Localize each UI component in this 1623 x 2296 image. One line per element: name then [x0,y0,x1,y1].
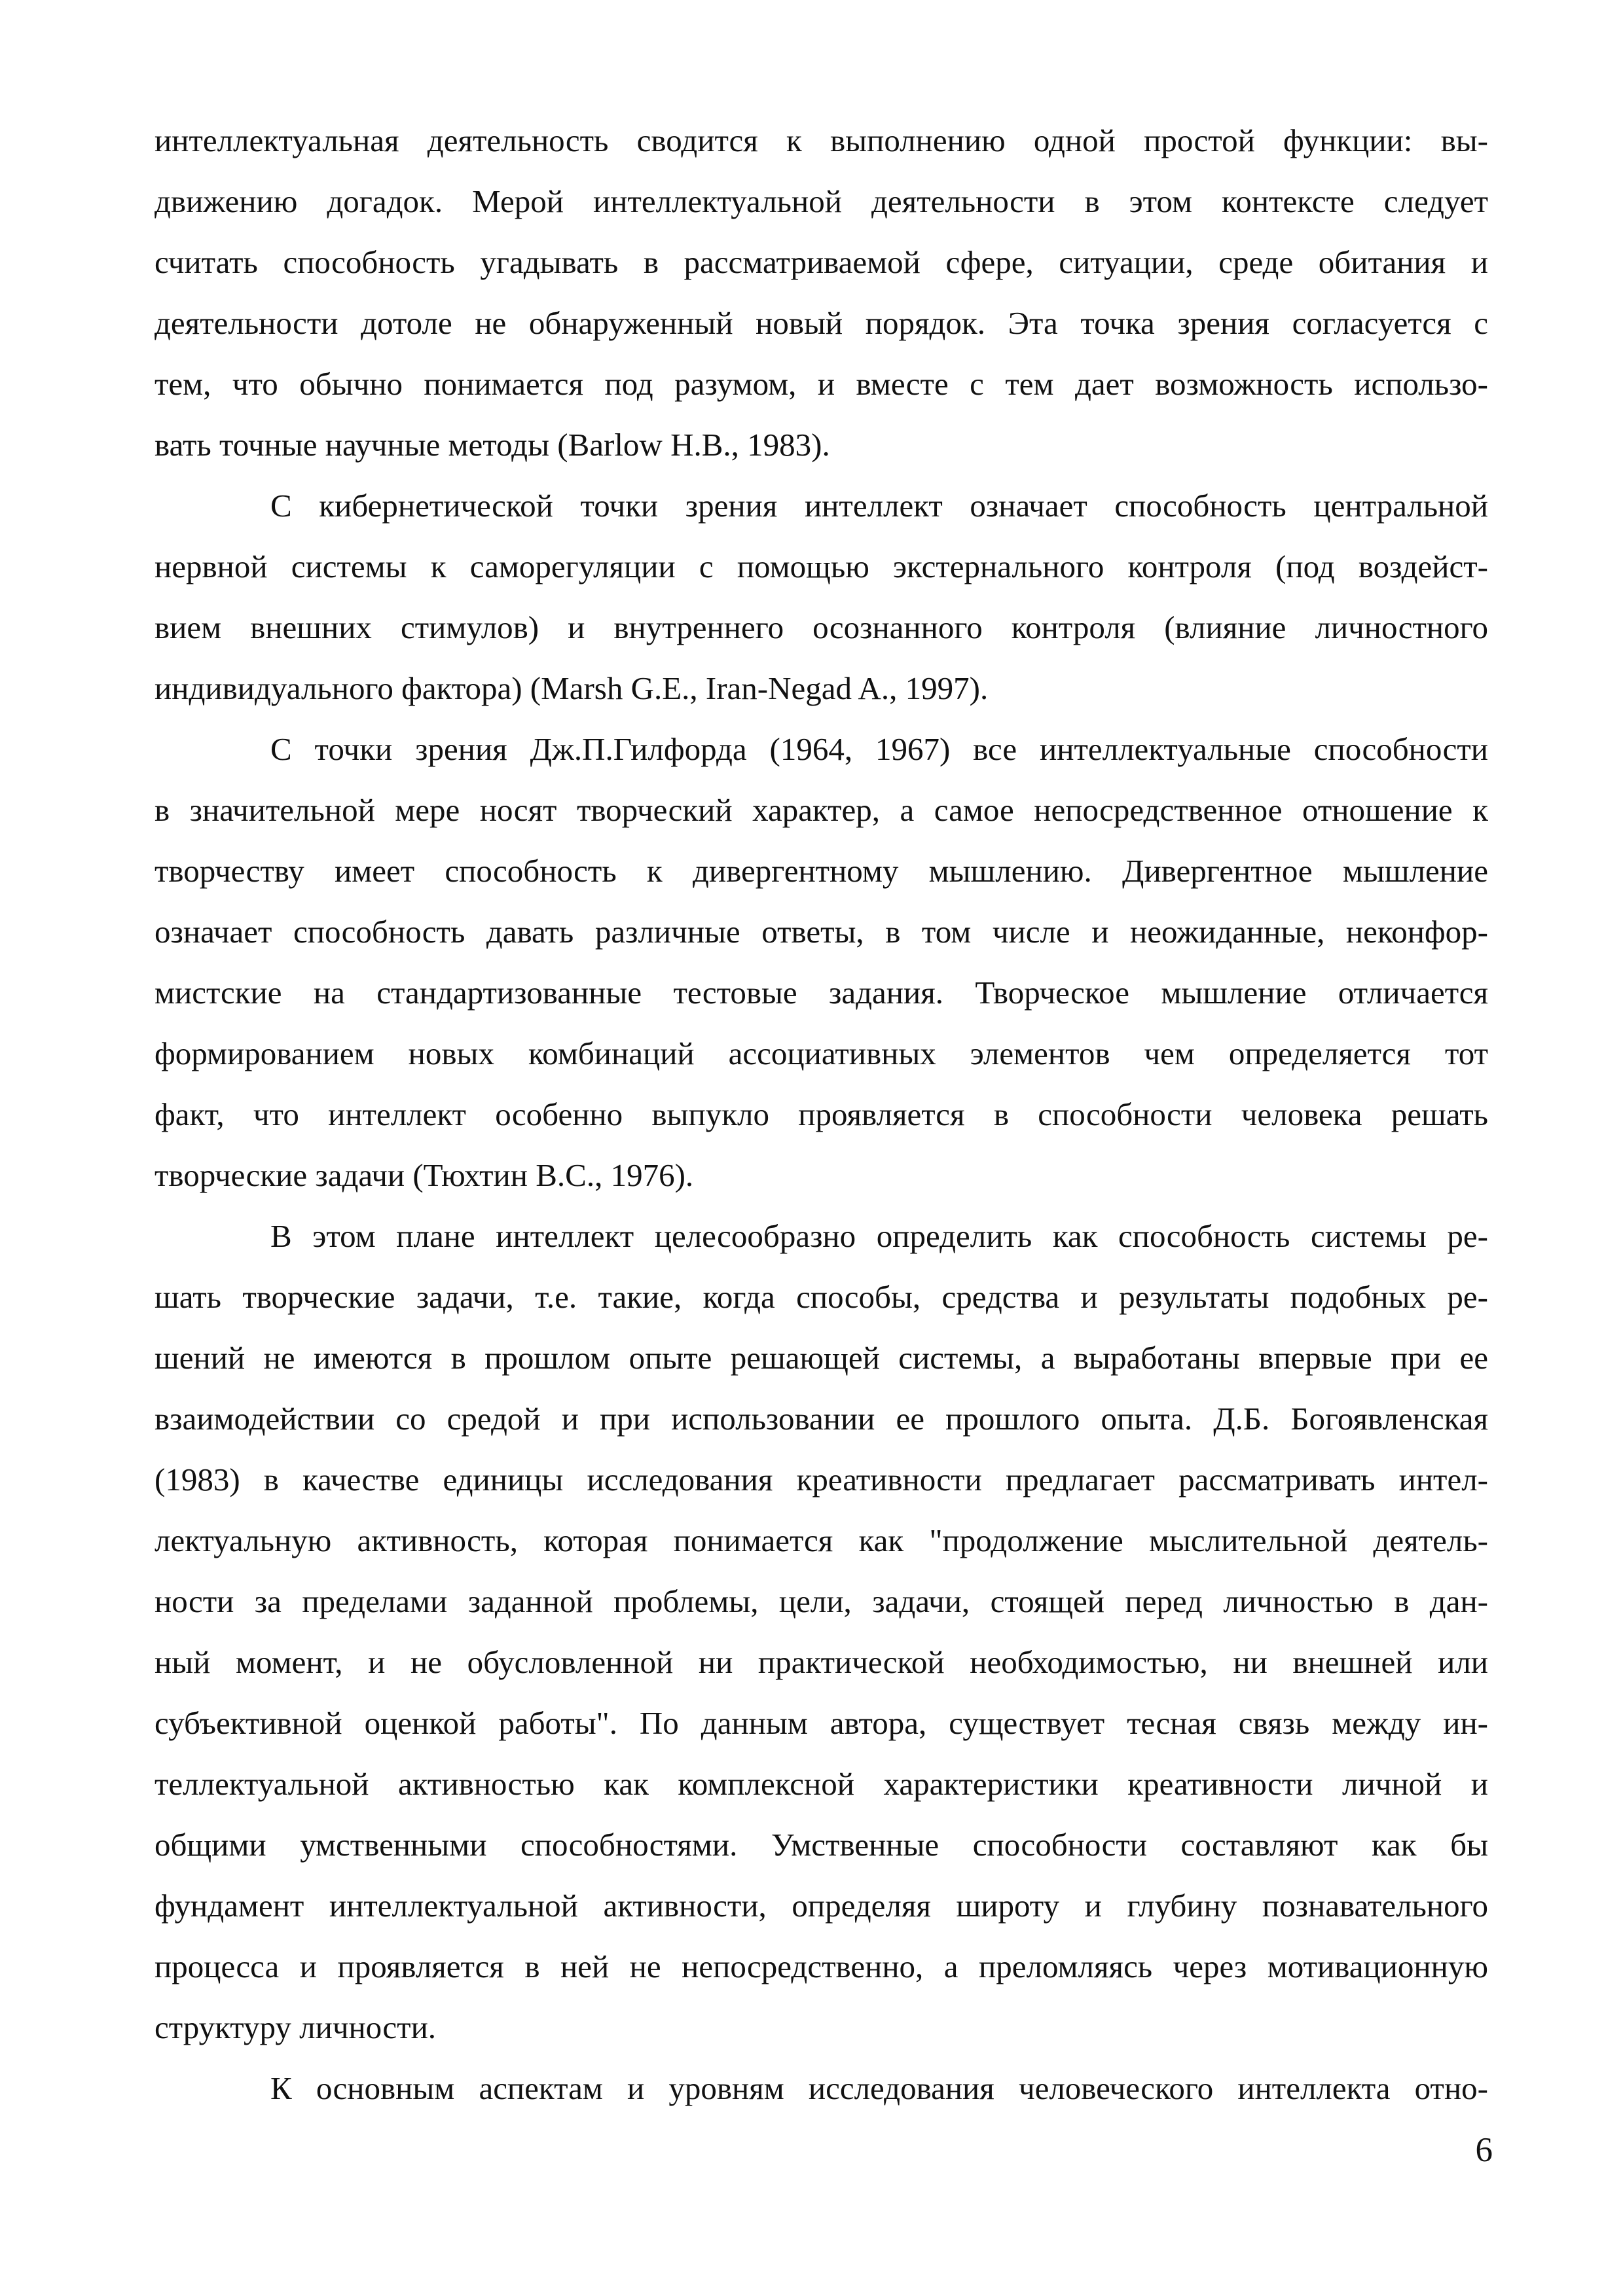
text-line: движению догадок. Мерой интеллектуальной деятельности в этом контексте следует [155,183,1488,219]
page-number: 6 [1475,2131,1493,2169]
text-line: ный момент, и не обусловленной ни практической необходимостью, ни внешней или [155,1644,1488,1680]
text-line: теллектуальной активностью как комплексной характеристики креативности личной и [155,1766,1488,1802]
text-line: ности за пределами заданной проблемы, цели, задачи, стоящей перед личностью в дан- [155,1583,1488,1619]
paragraph [155,2058,1488,2119]
text-line: индивидуального фактора) (Marsh G.E., Iran-Negad A., 1997). [155,670,989,706]
text-line: субъективной оценкой работы". По данным автора, существует тесная связь между ин- [155,1705,1488,1741]
text-line: вием внешних стимулов) и внутреннего осознанного контроля (влияние личностного [155,609,1488,645]
text-line: факт, что интеллект особенно выпукло проявляется в способности человека решать [155,1096,1488,1132]
paragraph [155,1206,1488,2058]
text-line: формированием новых комбинаций ассоциативных элементов чем определяется тот [155,1035,1488,1071]
text-line: взаимодействии со средой и при использовании ее прошлого опыта. Д.Б. Богоявленская [155,1401,1488,1437]
text-line: деятельности дотоле не обнаруженный новый порядок. Эта точка зрения согласуется с [155,305,1488,341]
text-line: означает способность давать различные ответы, в том числе и неожиданные, неконфор- [155,914,1488,950]
text-line: творческие задачи (Тюхтин B.C., 1976). [155,1157,694,1193]
text-line: процесса и проявляется в ней не непосредственно, а преломляясь через мотивационную [155,1948,1488,1984]
text-line: С кибернетической точки зрения интеллект означает способность центральной [270,488,1488,524]
text-line: фундамент интеллектуальной активности, определяя широту и глубину познавательного [155,1888,1488,1924]
text-line: В этом плане интеллект целесообразно определить как способность системы ре- [270,1218,1488,1254]
text-line: тем, что обычно понимается под разумом, и вместе с тем дает возможность использо- [155,366,1488,402]
text-line: лектуальную активность, которая понимается как "продолжение мыслительной деятель- [155,1522,1488,1558]
text-line: С точки зрения Дж.П.Гилфорда (1964, 1967) все интеллектуальные способности [270,731,1488,767]
text-line: (1983) в качестве единицы исследования креативности предлагает рассматривать интел- [155,1462,1488,1498]
text-line: общими умственными способностями. Умственные способности составляют как бы [155,1827,1488,1863]
text-line: мистские на стандартизованные тестовые задания. Творческое мышление отличается [155,975,1488,1011]
text-line: в значительной мере носят творческий характер, а самое непосредственное отношение к [155,792,1488,828]
text-line: шений не имеются в прошлом опыте решающей системы, а выработаны впервые при ее [155,1340,1488,1376]
text-line: структуру личности. [155,2009,437,2045]
text-line: шать творческие задачи, т.е. такие, когда способы, средства и результаты подобных ре- [155,1279,1488,1315]
text-line: К основным аспектам и уровням исследования человеческого интеллекта отно- [270,2070,1488,2106]
text-line: вать точные научные методы (Barlow H.B., 1983). [155,427,830,463]
paragraph [155,719,1488,1206]
paragraph [155,475,1488,719]
text-line: творчеству имеет способность к дивергентному мышлению. Дивергентное мышление [155,853,1488,889]
text-line: считать способность угадывать в рассматриваемой сфере, ситуации, среде обитания и [155,244,1488,280]
text-line: интеллектуальная деятельность сводится к выполнению одной простой функции: вы- [155,122,1488,158]
body-text [155,110,1488,2119]
paragraph [155,110,1488,475]
text-line: нервной системы к саморегуляции с помощью экстернального контроля (под воздейст- [155,548,1488,584]
